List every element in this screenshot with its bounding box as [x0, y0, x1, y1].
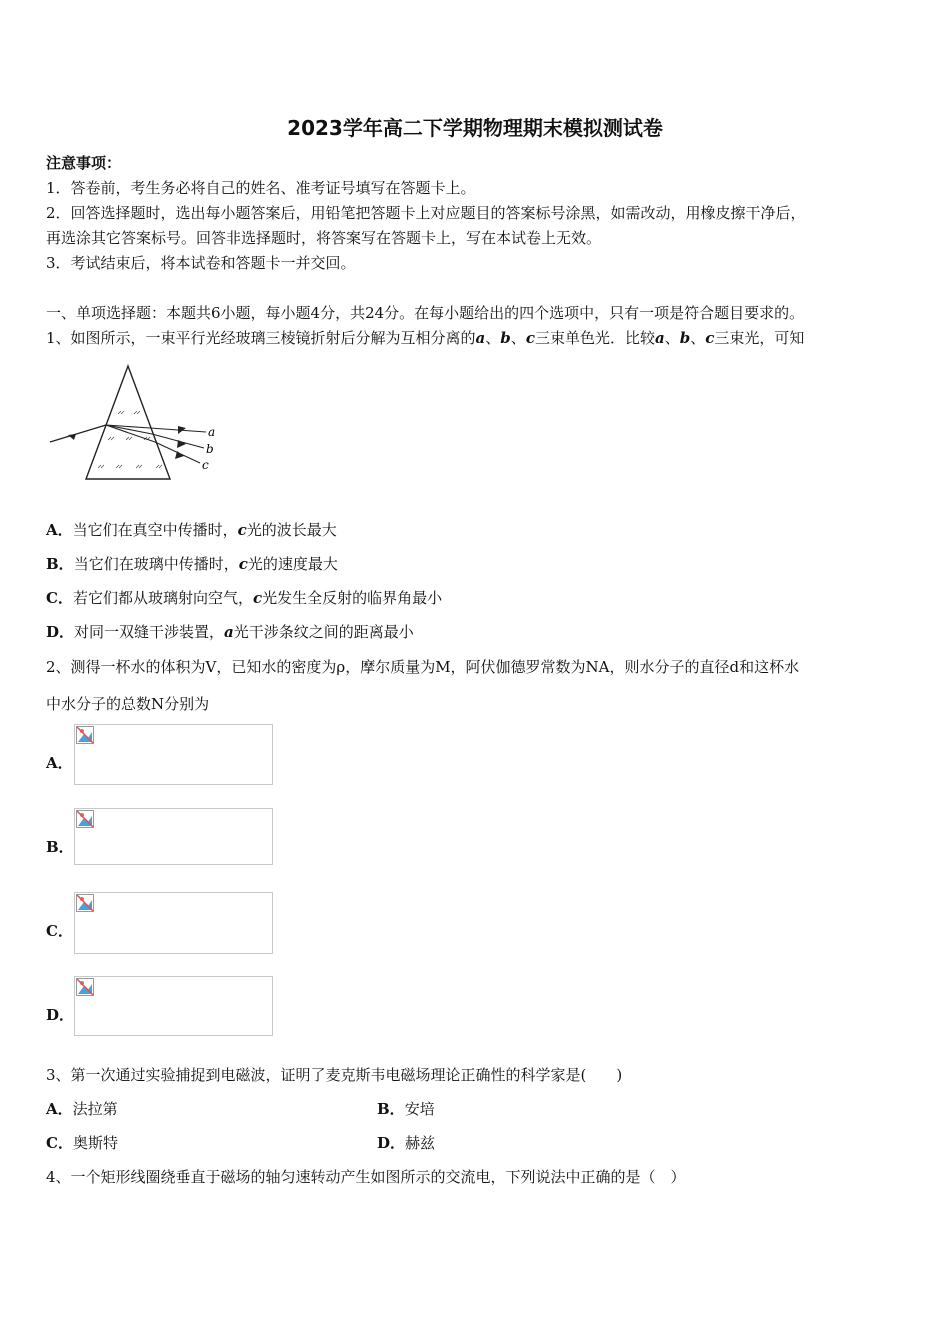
q2-option-b-image: [74, 808, 273, 865]
notice-heading: 注意事项：: [46, 154, 122, 172]
question-3-stem: 3、第一次通过实验捕捉到电磁波，证明了麦克斯韦电磁场理论正确性的科学家是( ): [46, 1066, 623, 1084]
broken-image-icon: [76, 810, 94, 828]
q2-option-d-label: D．: [46, 1006, 75, 1024]
q1-option-b: B．当它们在玻璃中传播时，c光的速度最大: [46, 555, 338, 573]
q2-option-a-label: A．: [46, 754, 73, 772]
question-2-stem-line2: 中水分子的总数N分别为: [46, 695, 210, 713]
q3-option-a: A．法拉第: [46, 1100, 118, 1118]
figure-label-a: a: [208, 425, 216, 439]
notice-item-2-cont: 再选涂其它答案标号。回答非选择题时，将答案写在答题卡上，写在本试卷上无效。: [46, 229, 602, 247]
question-2-stem-line1: 2、测得一杯水的体积为V，已知水的密度为ρ，摩尔质量为M，阿伏伽德罗常数为NA，则水分子的直径d和这杯水: [46, 658, 800, 676]
q1-option-c: C．若它们都从玻璃射向空气，c光发生全反射的临界角最小: [46, 589, 443, 607]
broken-image-icon: [76, 726, 94, 744]
broken-image-icon: [76, 894, 94, 912]
question-1-stem: 1、如图所示，一束平行光经玻璃三棱镜折射后分解为互相分离的a、b、c三束单色光．比较a、b、c三束光，可知: [46, 329, 805, 347]
q1-option-d: D．对同一双缝干涉装置，a光干涉条纹之间的距离最小: [46, 623, 414, 641]
figure-label-c: c: [202, 458, 209, 472]
q3-option-b: B．安培: [377, 1100, 435, 1118]
q2-option-c-label: C．: [46, 922, 73, 940]
section-heading: 一、单项选择题：本题共6小题，每小题4分，共24分。在每小题给出的四个选项中，只有一项是符合题目要求的。: [46, 304, 805, 322]
q2-option-a-image: [74, 724, 273, 785]
notice-item-1: 1．答卷前，考生务必将自己的姓名、准考证号填写在答题卡上。: [46, 179, 476, 197]
q3-option-d: D．赫兹: [377, 1134, 436, 1152]
q2-option-b-label: B．: [46, 838, 74, 856]
q2-option-c-image: [74, 892, 273, 954]
q1-option-a: A．当它们在真空中传播时，c光的波长最大: [46, 521, 337, 539]
prism-figure: [46, 362, 226, 486]
notice-item-3: 3．考试结束后，将本试卷和答题卡一并交回。: [46, 254, 356, 272]
question-4-stem: 4、一个矩形线圈绕垂直于磁场的轴匀速转动产生如图所示的交流电，下列说法中正确的是（ ）: [46, 1168, 686, 1186]
page-title: 2023学年高二下学期物理期末模拟测试卷: [287, 116, 663, 140]
broken-image-icon: [76, 978, 94, 996]
q3-option-c: C．奥斯特: [46, 1134, 118, 1152]
notice-item-2: 2．回答选择题时，选出每小题答案后，用铅笔把答题卡上对应题目的答案标号涂黑，如需改动，用橡皮擦干净后，: [46, 204, 806, 222]
q2-option-d-image: [74, 976, 273, 1036]
figure-label-b: b: [206, 442, 214, 456]
